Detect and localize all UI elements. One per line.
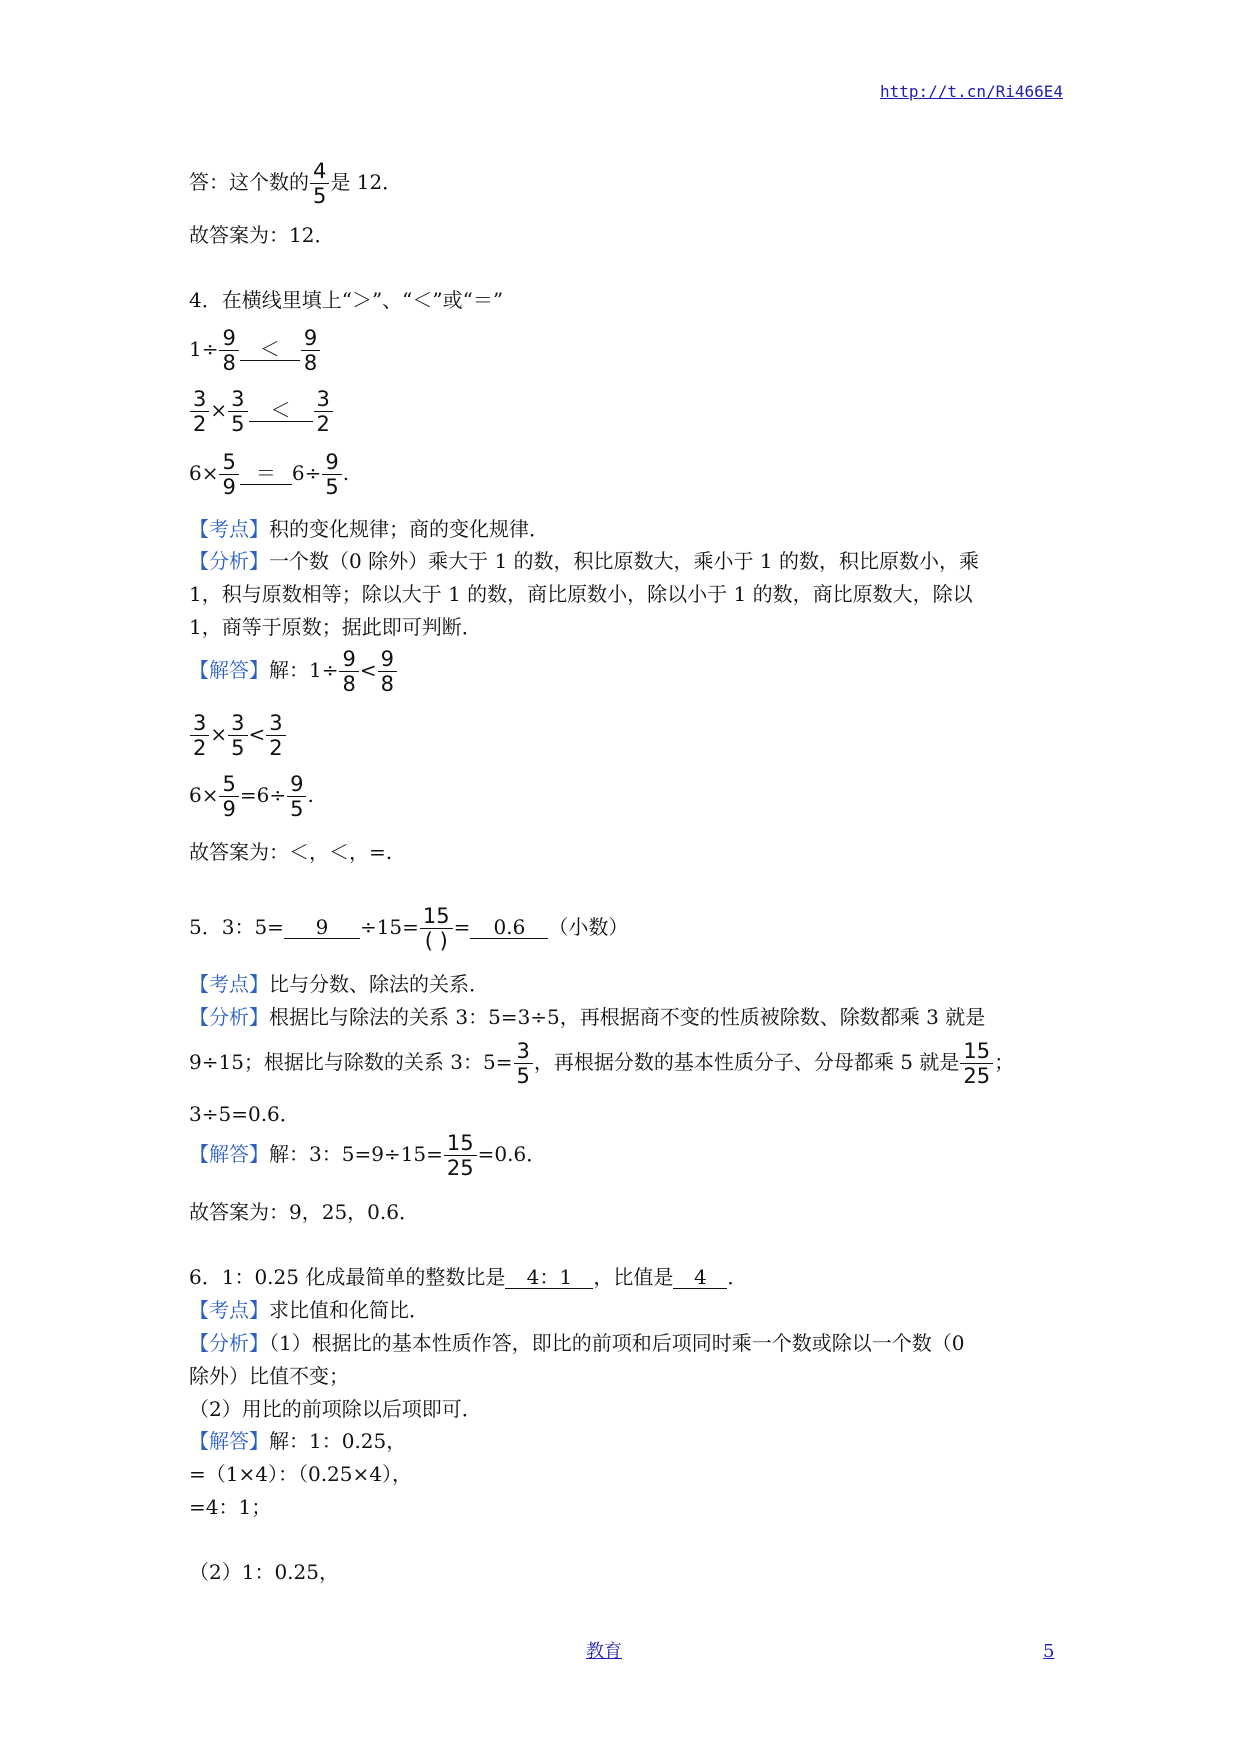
q5-question: 5．3：5= 9 ÷15= 15 ( ) = 0.6 （小数） <box>189 904 629 954</box>
q3-answer-suffix: 是 12． <box>330 170 403 195</box>
q5-fenxi-line-2: 9÷15；根据比与除数的关系 3：5= $\frac{3}{5}$ ，再根据分数的基本性质分子、分母都乘 5 就是 $\frac{15}{25}$ ； <box>189 1039 1015 1089</box>
fraction: $\frac{3}{2}$ <box>314 388 333 435</box>
header-url-link[interactable]: http://t.cn/Ri466E4 <box>880 82 1064 101</box>
fraction: 15 ( ) <box>420 905 453 952</box>
fraction: $\frac{9}{8}$ <box>378 648 397 695</box>
q4-line-2: $\frac{3}{2}$ × $\frac{3}{5}$ ＜ $\frac{3}{2}$ <box>189 388 334 435</box>
q5-so: 故答案为：9，25，0.6． <box>189 1200 419 1224</box>
q5-jieda: 【解答】解：3：5=9÷15= $\frac{15}{25}$ =0.6． <box>189 1131 547 1181</box>
q4-fenxi-line-2: 1，积与原数相等；除以大于 1 的数，商比原数小，除以小于 1 的数，商比原数大，除以 <box>189 582 973 606</box>
page-number[interactable]: 5 <box>1043 1641 1055 1662</box>
q5-fenxi: 【分析】根据比与除法的关系 3：5=3÷5，再根据商不变的性质被除数、除数都乘 3 就是 <box>189 1005 986 1029</box>
jieda-tag: 【解答】 <box>189 1429 269 1453</box>
answer-blank: 0.6 <box>470 916 548 939</box>
jieda-tag: 【解答】 <box>189 1142 269 1167</box>
fraction: $\frac{15}{25}$ <box>444 1132 477 1179</box>
q3-answer <box>189 160 402 207</box>
fraction: $\frac{3}{2}$ <box>266 712 285 759</box>
fraction: $\frac{3}{2}$ <box>190 388 209 435</box>
answer-blank: 9 <box>284 916 360 939</box>
q5-kaodian: 【考点】比与分数、除法的关系． <box>189 972 489 996</box>
fraction: $\frac{5}{9}$ <box>219 773 238 820</box>
q4-so: 故答案为：＜，＜，=. <box>189 840 393 864</box>
answer-blank: ＜ <box>240 338 300 361</box>
fraction: $\frac{9}{8}$ <box>301 327 320 374</box>
answer-blank: 4 <box>673 1266 727 1289</box>
q4-fenxi: 【分析】一个数（0 除外）乘大于 1 的数，积比原数大，乘小于 1 的数，积比原数小，乘 <box>189 549 979 573</box>
q4-jieda: 【解答】解：1÷ $\frac{9}{8}$ < $\frac{9}{8}$ <box>189 648 398 695</box>
q4-jieda-line-3: 6× $\frac{5}{9}$ =6÷ $\frac{9}{5}$ . <box>189 772 314 822</box>
q6-jieda-line-2: =（1×4）：（0.25×4）， <box>189 1462 412 1486</box>
q3-answer-prefix: 答：这个数的 <box>189 170 309 195</box>
fraction: $\frac{9}{8}$ <box>219 327 238 374</box>
q3-so: 故答案为：12． <box>189 223 335 247</box>
answer-blank: ＜ <box>249 399 313 422</box>
q6-kaodian: 【考点】求比值和化简比． <box>189 1298 429 1322</box>
fraction: $\frac{3}{5}$ <box>228 712 247 759</box>
q4-line-1: 1÷ $\frac{9}{8}$ ＜ $\frac{9}{8}$ <box>189 327 321 374</box>
fraction: $\frac{9}{5}$ <box>322 451 341 498</box>
fraction: $\frac{15}{25}$ <box>960 1040 993 1087</box>
fenxi-tag: 【分析】 <box>189 1005 269 1029</box>
kaodian-tag: 【考点】 <box>189 972 269 996</box>
kaodian-tag: 【考点】 <box>189 517 269 541</box>
fraction: $\frac{3}{5}$ <box>228 388 247 435</box>
q6-jieda: 【解答】解：1：0.25， <box>189 1429 407 1453</box>
fraction: $\frac{4}{5}$ <box>310 160 329 207</box>
q6-question: 6．1：0.25 化成最简单的整数比是 4：1 ，比值是 4 ． <box>189 1265 748 1289</box>
answer-blank: 4：1 <box>505 1266 593 1289</box>
fraction: $\frac{3}{5}$ <box>514 1040 533 1087</box>
q6-fenxi-line-3: （2）用比的前项除以后项即可． <box>189 1397 482 1421</box>
fraction: $\frac{9}{8}$ <box>339 648 358 695</box>
fraction: $\frac{3}{2}$ <box>190 712 209 759</box>
q6-jieda-line-3: =4：1； <box>189 1495 272 1519</box>
fraction: $\frac{9}{5}$ <box>287 773 306 820</box>
fenxi-tag: 【分析】 <box>189 549 269 573</box>
q4-fenxi-line-3: 1，商等于原数；据此即可判断． <box>189 615 482 639</box>
q4-jieda-line-2: $\frac{3}{2}$ × $\frac{3}{5}$ < $\frac{3}{2}$ <box>189 712 287 759</box>
q6-jieda-line-4: （2）1：0.25， <box>189 1560 339 1584</box>
jieda-tag: 【解答】 <box>189 658 269 683</box>
fraction: $\frac{5}{9}$ <box>219 451 238 498</box>
footer-link[interactable]: 教育 <box>586 1641 622 1662</box>
fenxi-tag: 【分析】 <box>189 1331 269 1355</box>
q4-kaodian: 【考点】积的变化规律；商的变化规律． <box>189 517 549 541</box>
kaodian-tag: 【考点】 <box>189 1298 269 1322</box>
q4-title: 4．在横线里填上“＞”、“＜”或“＝” <box>189 288 504 312</box>
q5-fenxi-line-3: 3÷5=0.6． <box>189 1102 300 1126</box>
q6-fenxi: 【分析】（1）根据比的基本性质作答，即比的前项和后项同时乘一个数或除以一个数（0 <box>189 1331 965 1355</box>
answer-blank: ＝ <box>240 462 292 485</box>
q6-fenxi-line-2: 除外）比值不变； <box>189 1364 349 1388</box>
q4-line-3: 6× $\frac{5}{9}$ ＝ 6÷ $\frac{9}{5}$ . <box>189 450 350 500</box>
